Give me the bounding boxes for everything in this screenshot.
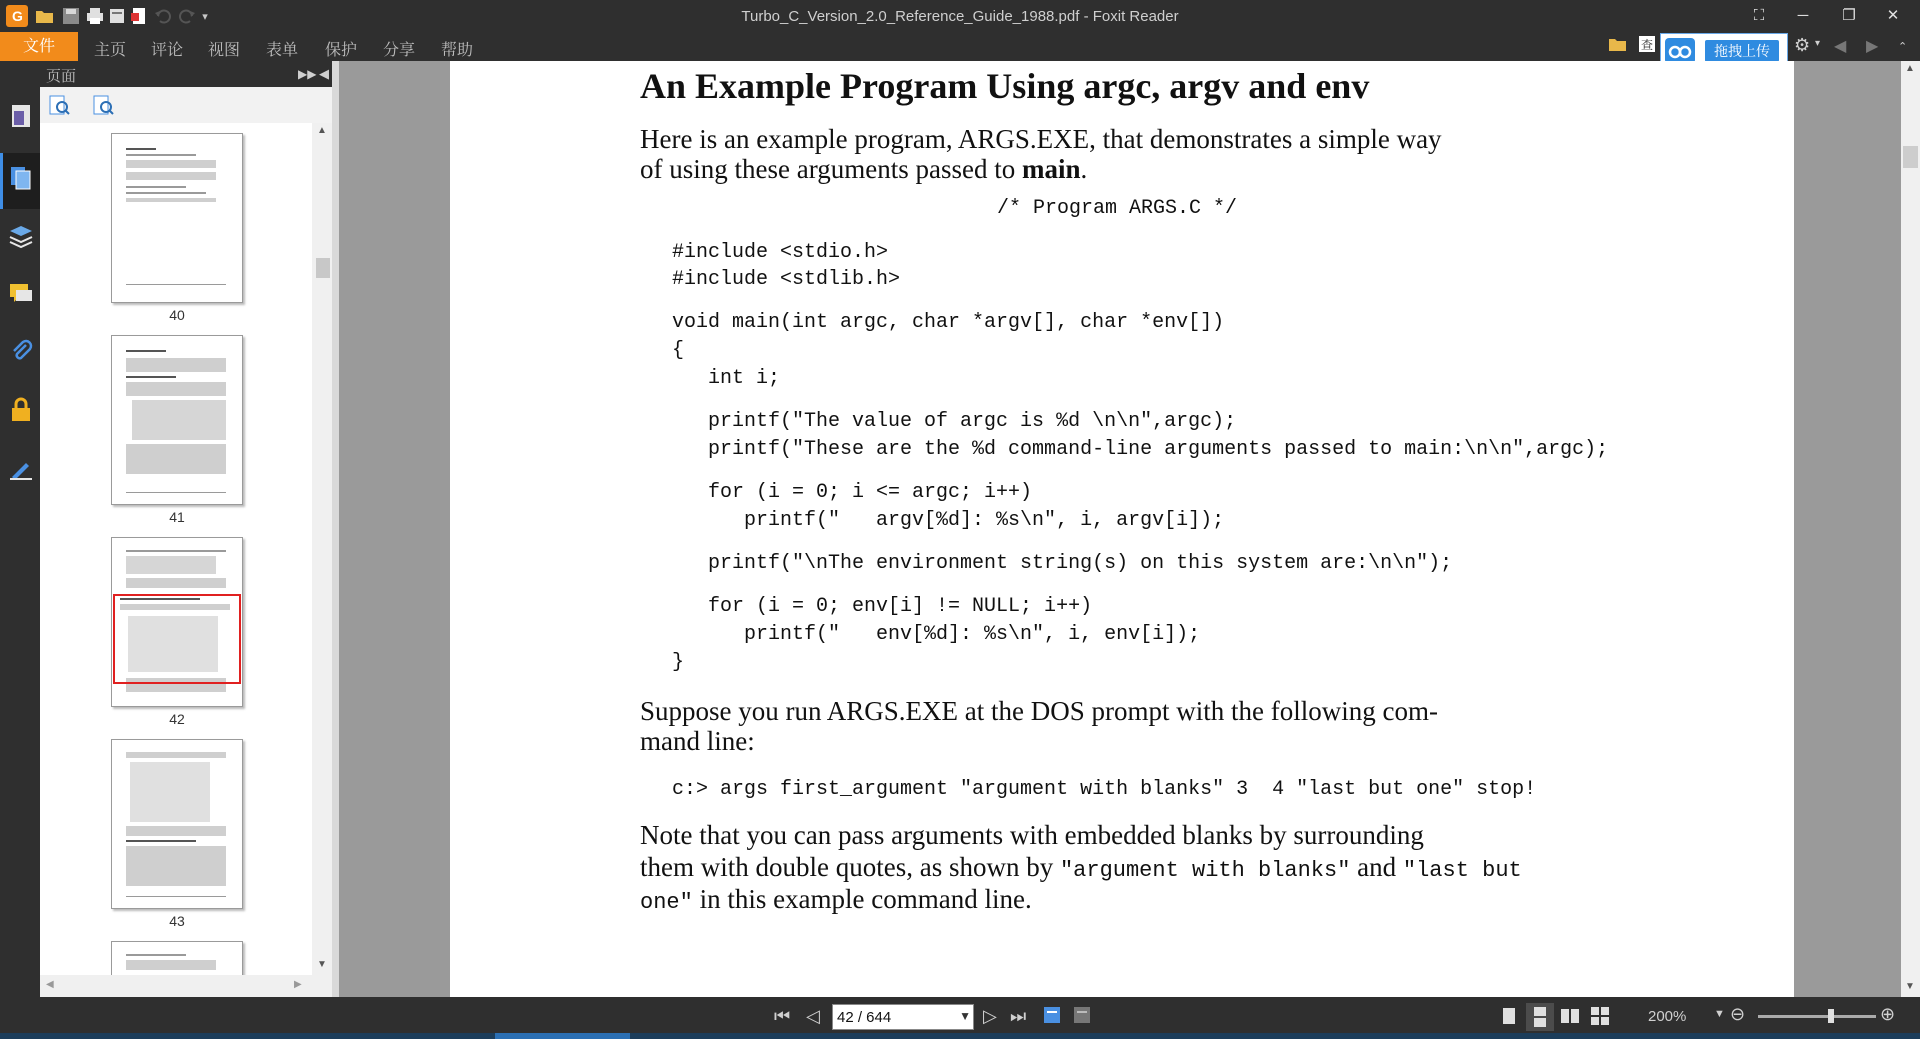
- expand-panel-icon[interactable]: ▶▶: [298, 67, 317, 81]
- zoom-out-thumbnail-icon[interactable]: [92, 94, 114, 121]
- page-number-field[interactable]: [832, 1004, 974, 1030]
- zoom-in-icon[interactable]: ⊕: [1880, 1004, 1896, 1024]
- tab-protect[interactable]: 保护: [325, 42, 358, 59]
- svg-text:G: G: [12, 8, 23, 24]
- nav-forward-icon[interactable]: ▶: [1866, 38, 1879, 55]
- last-page-icon[interactable]: ⏭: [1010, 1006, 1027, 1026]
- gear-dropdown-icon[interactable]: ▾: [1815, 38, 1821, 49]
- document-scroll-thumb[interactable]: [1903, 146, 1918, 168]
- ribbon-collapse-icon[interactable]: ⌃: [1898, 41, 1908, 53]
- code-comment: /* Program ARGS.C */: [997, 197, 1238, 220]
- page-dropdown-icon[interactable]: ▼: [959, 1009, 971, 1023]
- thumbnail-hscrollbar[interactable]: [40, 975, 332, 997]
- navigation-rail: [0, 61, 40, 997]
- visible-area-indicator[interactable]: [113, 594, 241, 684]
- thumbnail-label-40: 40: [169, 307, 185, 323]
- code-line: int i;: [672, 367, 781, 390]
- code-line: printf(" env[%d]: %s\n", i, env[i]);: [672, 623, 1201, 646]
- code-line: }: [672, 651, 685, 674]
- code-line: void main(int argc, char *argv[], char *env[]): [672, 311, 1225, 334]
- suppose-paragraph-line-1: Suppose you run ARGS.EXE at the DOS prompt with the following com-: [640, 696, 1438, 726]
- fullscreen-icon[interactable]: ⛶: [1753, 7, 1765, 24]
- next-page-icon[interactable]: ▷: [983, 1006, 997, 1026]
- page-number-input[interactable]: [833, 1005, 953, 1029]
- zoom-level[interactable]: 200%: [1648, 1008, 1687, 1025]
- zoom-in-thumbnail-icon[interactable]: [48, 94, 70, 121]
- code-line: printf("The value of argc is %d \n\n",argc);: [672, 410, 1237, 433]
- code-line: #include <stdio.h>: [672, 241, 889, 264]
- thumbnail-page-40[interactable]: [111, 133, 243, 303]
- single-page-view-icon[interactable]: [1500, 1006, 1518, 1031]
- tab-file[interactable]: 文件: [0, 32, 78, 61]
- note-paragraph-line-3: one" in this example command line.: [640, 884, 1032, 915]
- thumbnail-page-44[interactable]: [111, 941, 243, 975]
- thumbnail-scrollbar[interactable]: [312, 123, 332, 975]
- tab-home[interactable]: 主页: [94, 42, 127, 59]
- window-title: Turbo_C_Version_2.0_Reference_Guide_1988.pdf - Foxit Reader: [741, 8, 1179, 25]
- previous-page-icon[interactable]: ◁: [806, 1006, 820, 1026]
- tab-share[interactable]: 分享: [383, 42, 416, 59]
- first-page-icon[interactable]: ⏮: [774, 1006, 791, 1026]
- tab-help[interactable]: 帮助: [441, 42, 474, 59]
- thumbnail-scroll-thumb[interactable]: [316, 258, 330, 278]
- scroll-right-icon[interactable]: ▶: [294, 979, 302, 990]
- code-line: printf("These are the %d command-line arguments passed to main:\n\n",argc);: [672, 438, 1609, 461]
- pdf-page: [450, 61, 1794, 997]
- previous-view-icon[interactable]: [1042, 1005, 1062, 1030]
- zoom-slider-knob[interactable]: [1828, 1009, 1834, 1023]
- tab-view[interactable]: 视图: [208, 42, 241, 59]
- code-line: printf("\nThe environment string(s) on this system are:\n\n");: [672, 552, 1453, 575]
- doc-scroll-down-icon[interactable]: ▼: [1905, 981, 1915, 992]
- thumbnail-label-41: 41: [169, 509, 185, 525]
- intro-paragraph-line-2: of using these arguments passed to main.: [640, 154, 1088, 184]
- command-line-example: c:> args first_argument "argument with blanks" 3 4 "last but one" stop!: [672, 778, 1537, 801]
- doc-scroll-up-icon[interactable]: ▲: [1905, 63, 1915, 74]
- pages-thumbnail-icon[interactable]: [8, 165, 34, 191]
- nav-back-icon[interactable]: ◀: [1834, 38, 1847, 55]
- layers-icon[interactable]: [8, 223, 34, 249]
- thumbnail-label-43: 43: [169, 913, 185, 929]
- search-box-icon[interactable]: [1638, 35, 1656, 58]
- thumbnail-list: [40, 123, 312, 975]
- panel-splitter[interactable]: [332, 61, 339, 997]
- thumbnail-toolbar: [40, 87, 332, 123]
- page-thumbnails-panel: [40, 61, 332, 997]
- taskbar-strip: [0, 1033, 1920, 1039]
- thumbnail-page-43[interactable]: [111, 739, 243, 909]
- note-paragraph-line-1: Note that you can pass arguments with embedded blanks by surrounding: [640, 820, 1424, 850]
- note-paragraph-line-2: them with double quotes, as shown by "argument with blanks" and "last but: [640, 852, 1522, 883]
- facing-view-icon[interactable]: [1560, 1006, 1580, 1031]
- scroll-up-icon[interactable]: ▲: [317, 125, 327, 136]
- zoom-out-icon[interactable]: ⊖: [1730, 1004, 1746, 1024]
- panel-title: 页面: [46, 68, 77, 85]
- thumbnail-page-41[interactable]: [111, 335, 243, 505]
- attachment-icon[interactable]: [8, 339, 34, 365]
- scroll-left-icon[interactable]: ◀: [46, 979, 54, 990]
- code-line: for (i = 0; env[i] != NULL; i++): [672, 595, 1093, 618]
- code-line: {: [672, 339, 685, 362]
- restore-button[interactable]: ❐: [1842, 7, 1856, 24]
- thumbnail-label-42: 42: [169, 711, 185, 727]
- continuous-facing-view-icon[interactable]: [1590, 1006, 1610, 1031]
- gear-icon[interactable]: ⚙: [1794, 35, 1811, 55]
- folder-settings-icon[interactable]: [1608, 35, 1628, 58]
- code-line: #include <stdlib.h>: [672, 268, 901, 291]
- section-heading: An Example Program Using argc, argv and env: [640, 66, 1370, 106]
- tab-form[interactable]: 表单: [266, 42, 299, 59]
- close-button[interactable]: ✕: [1886, 7, 1900, 24]
- minimize-button[interactable]: ─: [1797, 7, 1809, 24]
- panel-header: [40, 61, 332, 87]
- zoom-slider[interactable]: [1758, 1015, 1876, 1018]
- code-line: for (i = 0; i <= argc; i++): [672, 481, 1033, 504]
- title-bar: [0, 0, 1920, 32]
- document-view[interactable]: [339, 61, 1901, 997]
- cloud-upload-label: 拖拽上传: [1705, 40, 1779, 62]
- continuous-view-icon[interactable]: [1526, 1003, 1554, 1031]
- svg-text:查: 查: [1641, 38, 1654, 52]
- scroll-down-icon[interactable]: ▼: [317, 959, 327, 970]
- signature-icon[interactable]: [8, 455, 34, 481]
- ribbon-tabs: [0, 32, 1920, 61]
- code-line: printf(" argv[%d]: %s\n", i, argv[i]);: [672, 509, 1225, 532]
- next-view-icon[interactable]: [1072, 1005, 1092, 1030]
- thumbnail-page-42-current[interactable]: [111, 537, 243, 707]
- bookmark-icon[interactable]: [8, 103, 34, 129]
- suppose-paragraph-line-2: mand line:: [640, 726, 755, 756]
- zoom-dropdown-icon[interactable]: ▼: [1714, 1008, 1725, 1020]
- collapse-panel-icon[interactable]: ◀: [319, 66, 329, 81]
- tab-comment[interactable]: 评论: [151, 42, 184, 59]
- taskbar-active-segment: [495, 1033, 630, 1039]
- security-lock-icon[interactable]: [8, 397, 34, 423]
- intro-paragraph-line-1: Here is an example program, ARGS.EXE, that demonstrates a simple way: [640, 124, 1442, 154]
- customize-toolbar-icon[interactable]: ▾: [202, 10, 208, 23]
- comments-icon[interactable]: [8, 281, 34, 307]
- document-scrollbar[interactable]: [1901, 61, 1920, 997]
